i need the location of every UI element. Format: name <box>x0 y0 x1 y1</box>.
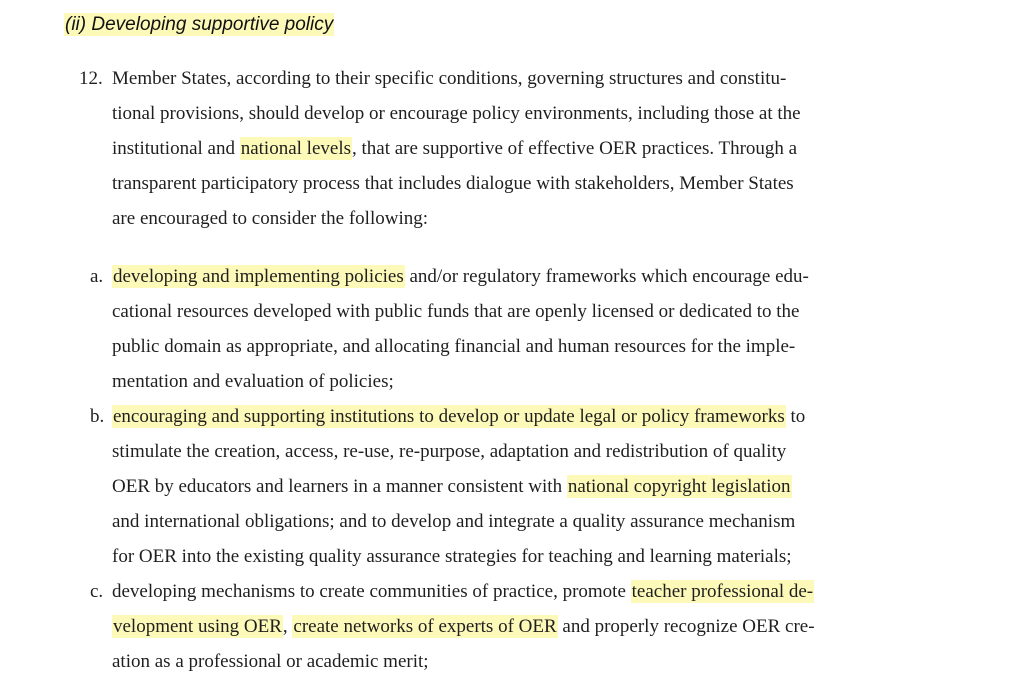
text-run: , <box>282 616 293 637</box>
list-item-line-text <box>112 469 792 504</box>
paragraph-line <box>79 166 959 201</box>
paragraph-line <box>79 131 959 166</box>
text-run: and properly recognize OER cre- <box>557 616 815 637</box>
list-item-line-text <box>112 644 429 679</box>
text-run: to <box>785 406 806 427</box>
text-run: tional provisions, should develop or encourage policy environments, including those at the <box>112 103 801 124</box>
list-item-line-text <box>112 504 795 539</box>
list-item-line <box>79 364 959 399</box>
paragraph-line <box>79 201 959 236</box>
list-item-line <box>79 644 959 679</box>
section-heading <box>64 11 334 39</box>
list-item-line-text <box>112 574 814 609</box>
list-item-line <box>79 294 959 329</box>
list-item-line <box>79 329 959 364</box>
list-item-line <box>79 574 959 609</box>
text-run: for OER into the existing quality assurance strategies for teaching and learning materials; <box>112 546 792 567</box>
paragraph-12 <box>79 61 959 236</box>
section-heading-text: (ii) Developing supportive policy <box>65 14 334 35</box>
highlighted-phrase: developing and implementing policies <box>113 266 404 287</box>
text-run: Member States, according to their specific conditions, governing structures and constitu- <box>112 68 787 89</box>
list-item-marker: a. <box>90 266 104 287</box>
list-item-line <box>79 399 959 434</box>
list-item-line <box>79 504 959 539</box>
text-run: transparent participatory process that includes dialogue with stakeholders, Member States <box>112 173 794 194</box>
list-item-line <box>79 539 959 574</box>
list-item-line-text <box>112 399 805 434</box>
list-item-marker: b. <box>90 406 105 427</box>
list-item-marker: c. <box>90 581 104 602</box>
paragraph-line-text <box>112 131 797 166</box>
list-item-line-text <box>112 434 786 469</box>
list-item-line <box>79 469 959 504</box>
paragraph-line-text <box>112 201 428 236</box>
paragraph-line-text <box>112 96 801 131</box>
text-run: , that are supportive of effective OER practices. Through a <box>352 138 798 159</box>
text-run: and/or regulatory frameworks which encourage edu- <box>404 266 809 287</box>
paragraph-line-text <box>112 61 786 96</box>
highlighted-phrase: national copyright legislation <box>567 476 791 497</box>
highlighted-phrase: create networks of experts of OER <box>293 616 557 637</box>
list-items <box>79 259 959 679</box>
text-run: ation as a professional or academic merit; <box>112 651 429 672</box>
highlighted-phrase: teacher professional de- <box>631 581 814 602</box>
text-run: are encouraged to consider the following: <box>112 208 429 229</box>
text-run: cational resources developed with public funds that are openly licensed or dedicated to the <box>112 301 800 322</box>
text-run: institutional and <box>112 138 240 159</box>
text-run: stimulate the creation, access, re-use, re-purpose, adaptation and redistribution of quality <box>112 441 787 462</box>
paragraph-number: 12. <box>79 68 103 89</box>
text-run: OER by educators and learners in a manner consistent with <box>112 476 567 497</box>
text-run: and international obligations; and to develop and integrate a quality assurance mechanism <box>112 511 796 532</box>
list-item-line-text <box>112 609 815 644</box>
text-run: developing mechanisms to create communities of practice, promote <box>112 581 631 602</box>
list-item-line-text <box>112 294 799 329</box>
list-item-line-text <box>112 364 394 399</box>
list-item-line-text <box>112 329 795 364</box>
list-item-line-text <box>112 539 792 574</box>
paragraph-line <box>79 96 959 131</box>
list-item-line <box>79 434 959 469</box>
text-run: public domain as appropriate, and allocating financial and human resources for the imple- <box>112 336 796 357</box>
list-item-line <box>79 609 959 644</box>
list-item-line <box>79 259 959 294</box>
highlighted-phrase: national levels <box>240 138 351 159</box>
list-item-line-text <box>112 259 809 294</box>
highlighted-phrase: velopment using OER <box>113 616 282 637</box>
paragraph-line-text <box>112 166 794 201</box>
paragraph-line <box>79 61 959 96</box>
text-run: mentation and evaluation of policies; <box>112 371 394 392</box>
highlighted-phrase: encouraging and supporting institutions to develop or update legal or policy frameworks <box>113 406 785 427</box>
